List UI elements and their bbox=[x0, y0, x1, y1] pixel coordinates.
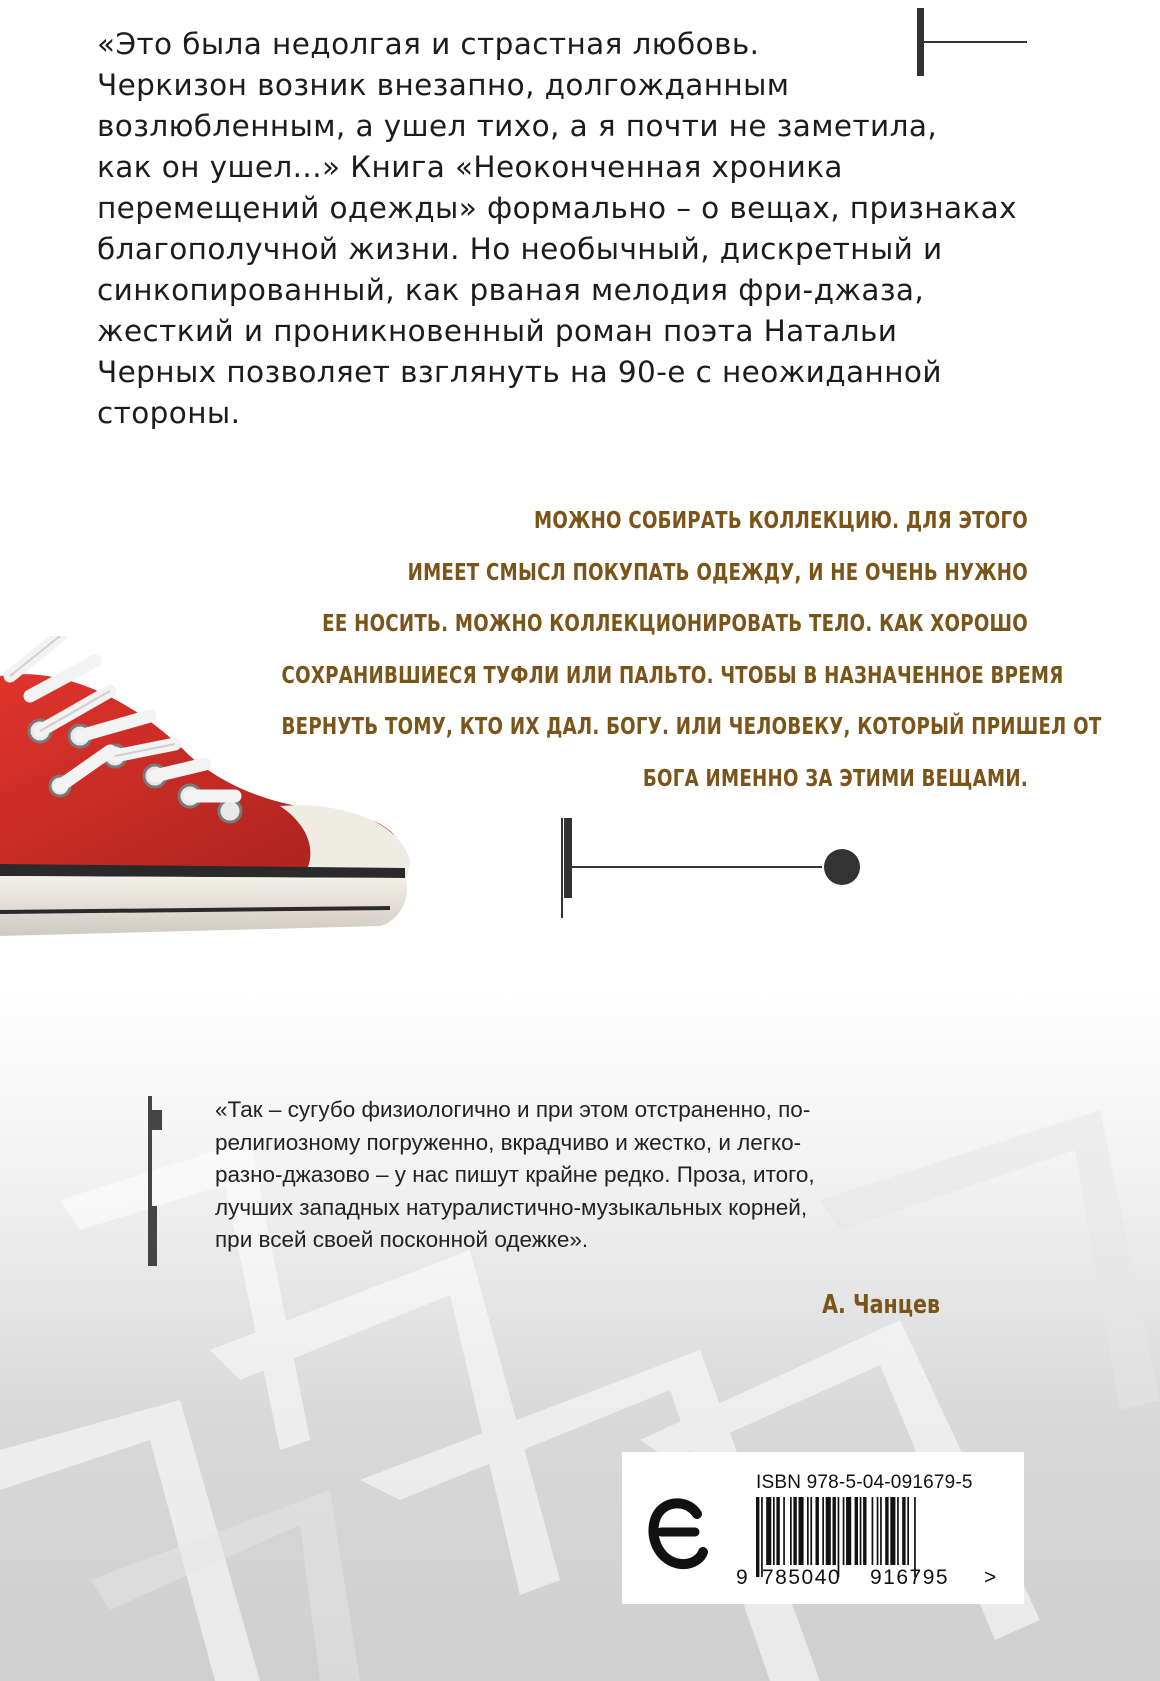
review-line: при всей своей посконной одежке». bbox=[215, 1227, 589, 1252]
description-line: Черных позволяет взглянуть на 90-е с неожиданной bbox=[97, 355, 942, 389]
barcode-bar bbox=[872, 1497, 874, 1565]
barcode-bar bbox=[885, 1497, 888, 1565]
barcode-image bbox=[756, 1497, 976, 1577]
description-line: возлюбленным, а ушел тихо, а я почти не заметила, bbox=[97, 109, 938, 143]
barcode-bar bbox=[793, 1497, 796, 1565]
description-line: Черкизон возник внезапно, долгожданным bbox=[97, 68, 790, 102]
pull-quote-line: ВЕРНУТЬ ТОМУ, КТО ИХ ДАЛ. БОГУ. ИЛИ ЧЕЛОВЕКУ, КОТОРЫЙ ПРИШЕЛ ОТ bbox=[281, 712, 1102, 740]
pull-quote bbox=[160, 495, 1102, 804]
review-author bbox=[700, 1290, 940, 1320]
review-line: религиозному погруженно, вкрадчиво и жестко, и легко- bbox=[215, 1129, 802, 1155]
barcode-bar bbox=[838, 1497, 840, 1577]
description-text bbox=[97, 24, 1037, 434]
description-line: перемещений одежды» формально – о вещах, признаках bbox=[97, 191, 1017, 225]
pull-quote-line: ИМЕЕТ СМЫСЛ ПОКУПАТЬ ОДЕЖДУ, И НЕ ОЧЕНЬ НУЖНО bbox=[407, 557, 1028, 586]
review-quote bbox=[215, 1094, 975, 1257]
barcode-bar bbox=[863, 1497, 866, 1565]
barcode-bar bbox=[907, 1497, 909, 1565]
barcode-bar bbox=[799, 1497, 804, 1565]
eksmo-logo-icon bbox=[647, 1492, 709, 1574]
barcode-bar bbox=[810, 1497, 812, 1565]
barcode-bar bbox=[897, 1497, 899, 1565]
description-line: как он ушел...» Книга «Неоконченная хроника bbox=[97, 150, 843, 184]
barcode-bar bbox=[776, 1497, 779, 1565]
barcode-bar bbox=[914, 1497, 916, 1577]
barcode-digits-right: 916795 bbox=[870, 1566, 950, 1589]
barcode-bar bbox=[877, 1497, 879, 1565]
barcode-bar bbox=[816, 1497, 819, 1565]
barcode-bar bbox=[773, 1497, 775, 1565]
review-author-name: А. Чанцев bbox=[822, 1290, 940, 1320]
review-line: «Так – сугубо физиологично и при этом отстраненно, по- bbox=[215, 1097, 811, 1122]
description-line: стороны. bbox=[97, 396, 241, 430]
barcode-panel bbox=[622, 1452, 1024, 1604]
barcode-digits-left: 785040 bbox=[762, 1566, 842, 1589]
pull-quote-line: СОХРАНИВШИЕСЯ ТУФЛИ ИЛИ ПАЛЬТО. ЧТОБЫ В НАЗНАЧЕННОЕ ВРЕМЯ bbox=[281, 660, 1064, 689]
barcode-bar bbox=[822, 1497, 824, 1565]
barcode-bar bbox=[843, 1497, 845, 1565]
barcode-bar bbox=[902, 1497, 905, 1565]
barcode-bar bbox=[846, 1497, 851, 1565]
pull-quote-line: МОЖНО СОБИРАТЬ КОЛЛЕКЦИЮ. ДЛЯ ЭТОГО bbox=[533, 506, 1028, 534]
barcode-bar bbox=[860, 1497, 862, 1565]
barcode-bar bbox=[790, 1497, 792, 1565]
barcode-bar bbox=[766, 1497, 771, 1565]
description-line: «Это была недолгая и страстная любовь. bbox=[97, 27, 760, 61]
pull-quote-line: ЕЕ НОСИТЬ. МОЖНО КОЛЛЕКЦИОНИРОВАТЬ ТЕЛО. КАК ХОРОШО bbox=[322, 609, 1028, 637]
barcode-bar bbox=[880, 1497, 882, 1565]
review-line: лучших западных натуралистично-музыкальных корней, bbox=[215, 1194, 808, 1220]
barcode-bar bbox=[833, 1497, 836, 1565]
middle-tick-decoration bbox=[560, 818, 870, 918]
pull-quote-line: БОГА ИМЕННО ЗА ЭТИМИ ВЕЩАМИ. bbox=[642, 763, 1028, 792]
barcode-bar bbox=[783, 1497, 785, 1565]
barcode-bar bbox=[807, 1497, 809, 1565]
top-tick-decoration bbox=[917, 8, 1027, 76]
barcode-bar bbox=[826, 1497, 831, 1565]
barcode-bar bbox=[761, 1497, 763, 1577]
barcode-bar bbox=[890, 1497, 895, 1565]
description-line: жесткий и проникновенный роман поэта Натальи bbox=[97, 314, 898, 348]
barcode-digit-first: 9 bbox=[736, 1566, 750, 1589]
review-bar-decoration bbox=[148, 1096, 162, 1266]
barcode-bar bbox=[855, 1497, 858, 1565]
isbn-number: ISBN 978-5-04-091679-5 bbox=[756, 1472, 973, 1493]
description-line: благополучной жизни. Но необычный, дискретный и bbox=[97, 232, 943, 266]
barcode-digit-end: > bbox=[984, 1566, 998, 1589]
review-line: разно-джазово – у нас пишут крайне редко. Проза, итого, bbox=[215, 1162, 815, 1187]
description-line: синкопированный, как рваная мелодия фри-джаза, bbox=[97, 273, 925, 307]
barcode-bar bbox=[756, 1497, 759, 1577]
